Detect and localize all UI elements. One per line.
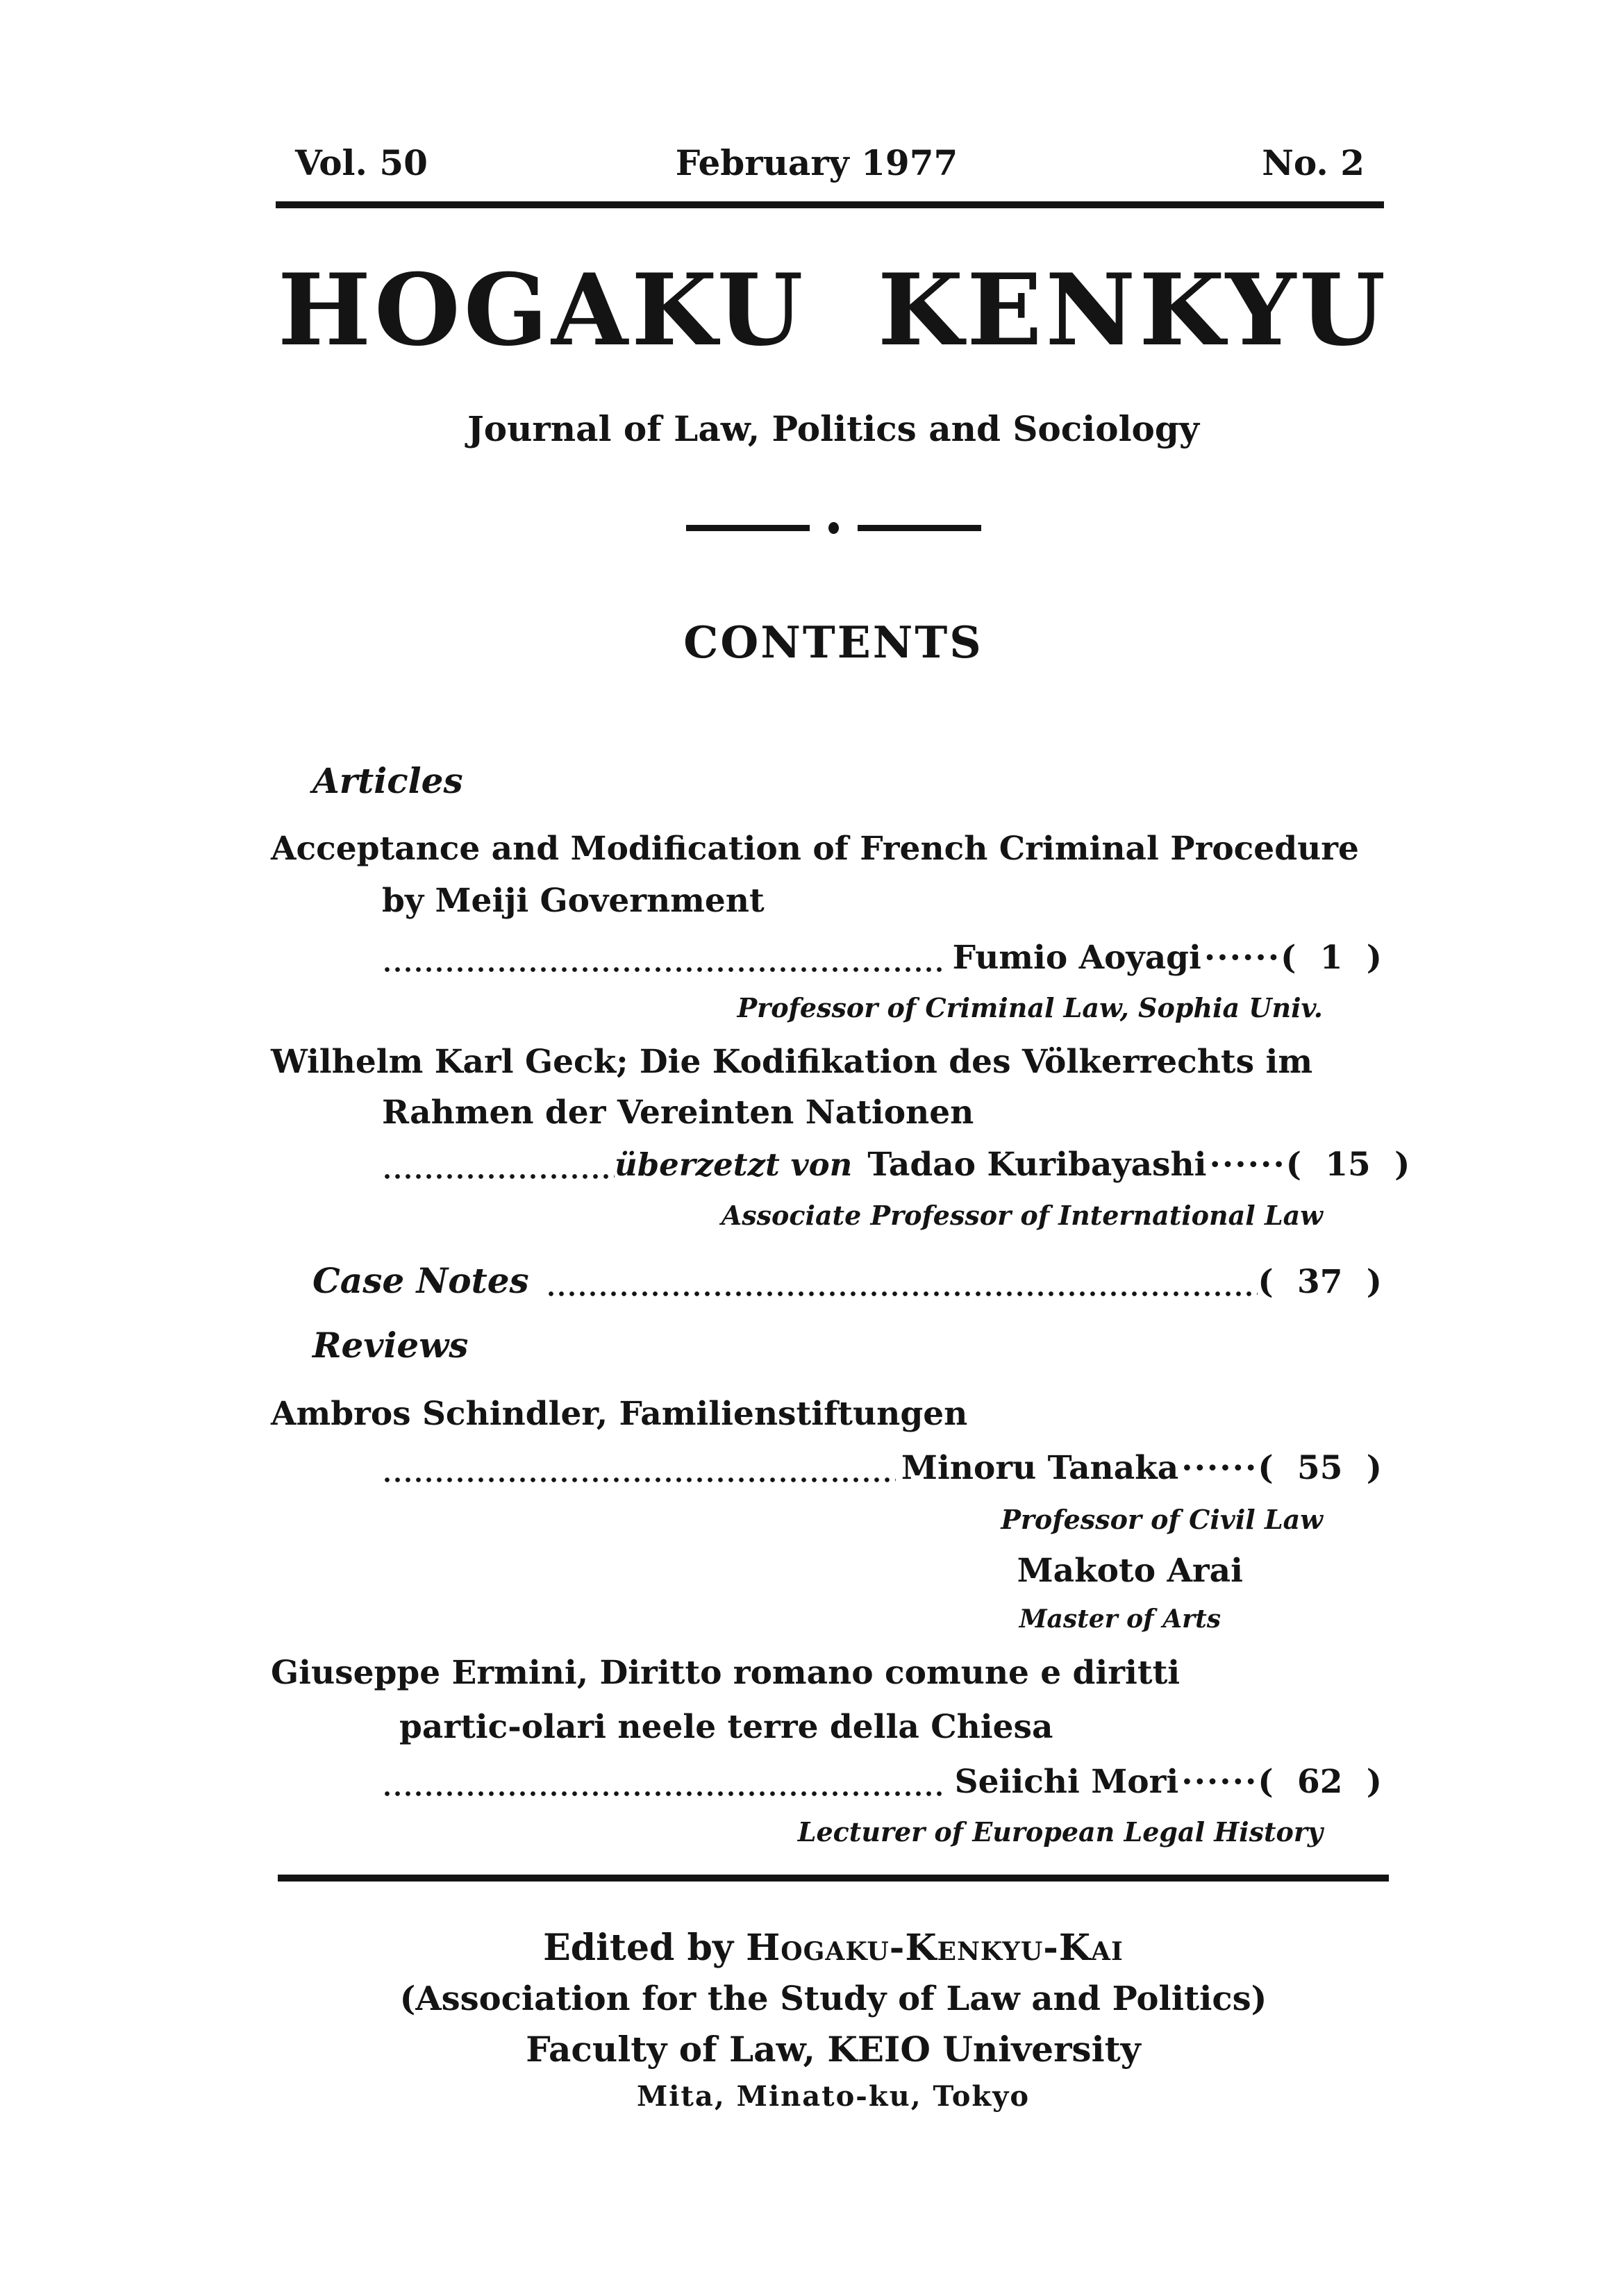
review-1-author: Minoru Tanaka [901, 1449, 1179, 1487]
footer-organization: Hogaku-Kenkyu-Kai [746, 1927, 1124, 1969]
review-1-page-number: ( 55 ) [1258, 1449, 1382, 1487]
leader-dots [546, 1291, 1258, 1297]
article-1-title-line-2: by Meiji Government [382, 882, 765, 920]
case-notes-label: Case Notes [312, 1260, 529, 1301]
journal-subtitle: Journal of Law, Politics and Sociology [467, 408, 1199, 449]
leader-dots [382, 966, 942, 973]
divider-dot [828, 522, 839, 534]
article-2-title-line-2: Rahmen der Vereinten Nationen [382, 1093, 974, 1132]
article-1-affiliation: Professor of Criminal Law, Sophia Univ. [737, 992, 1323, 1023]
header-date: February 1977 [675, 142, 958, 183]
title-divider [49, 519, 1618, 536]
review-1-title-line-1: Ambros Schindler, Familienstiftungen [271, 1395, 968, 1433]
header-issue: No. 2 [1262, 142, 1365, 183]
review-1-author-row [382, 1446, 1382, 1491]
leader-dots [382, 1477, 896, 1483]
article-2-page-number: ( 15 ) [1285, 1146, 1410, 1184]
review-2-affiliation: Lecturer of European Legal History [797, 1816, 1323, 1847]
contents-heading: CONTENTS [683, 617, 983, 668]
journal-title: HOGAKU KENKYU [277, 253, 1390, 368]
section-label-articles: Articles [312, 760, 463, 801]
article-2-author-row [382, 1143, 1410, 1187]
review-2-title-line-2: partic-olari neele terre della Chiesa [399, 1708, 1053, 1746]
article-1-short-dots: ······ [1203, 939, 1281, 977]
case-notes-row [312, 1259, 1382, 1305]
leader-dots [382, 1173, 615, 1180]
article-1-author-row [382, 936, 1382, 980]
article-1-page-number: ( 1 ) [1281, 939, 1382, 977]
leader-dots [382, 1791, 944, 1797]
footer-association: (Association for the Study of Law and Politics) [399, 1979, 1267, 2018]
review-2-title-line-1: Giuseppe Ermini, Diritto romano comune e diritti [271, 1654, 1181, 1692]
footer-edited-by-line [49, 1923, 1618, 1973]
article-1-author: Fumio Aoyagi [952, 939, 1201, 977]
review-2-author: Seiichi Mori [954, 1763, 1179, 1801]
review-1-second-reviewer-title: Master of Arts [1019, 1604, 1221, 1634]
article-2-affiliation: Associate Professor of International Law [721, 1200, 1323, 1231]
article-2-translated-by: überzetzt von [615, 1146, 853, 1183]
header-rule [276, 201, 1384, 208]
review-1-affiliation: Professor of Civil Law [1001, 1504, 1323, 1535]
review-1-short-dots: ······ [1181, 1449, 1258, 1487]
section-label-reviews: Reviews [312, 1325, 469, 1366]
header-volume: Vol. 50 [295, 142, 428, 183]
review-2-page-number: ( 62 ) [1258, 1763, 1382, 1801]
divider-left-bar [686, 525, 810, 531]
article-2-short-dots: ······ [1209, 1146, 1286, 1184]
article-2-author: Tadao Kuribayashi [867, 1146, 1207, 1184]
footer-address: Mita, Minato-ku, Tokyo [636, 2080, 1031, 2113]
divider-right-bar [858, 525, 981, 531]
footer-faculty: Faculty of Law, KEIO University [526, 2029, 1141, 2070]
article-1-title-line-1: Acceptance and Modification of French Criminal Procedure [271, 830, 1359, 868]
footer-edited-by-label: Edited by [543, 1927, 734, 1969]
article-2-title-line-1: Wilhelm Karl Geck; Die Kodifikation des Völkerrechts im [271, 1043, 1313, 1081]
review-2-author-row [382, 1760, 1382, 1804]
footer-rule [278, 1875, 1389, 1882]
review-2-short-dots: ······ [1181, 1763, 1258, 1801]
review-1-second-reviewer: Makoto Arai [1017, 1552, 1243, 1590]
case-notes-page-number: ( 37 ) [1258, 1263, 1382, 1301]
